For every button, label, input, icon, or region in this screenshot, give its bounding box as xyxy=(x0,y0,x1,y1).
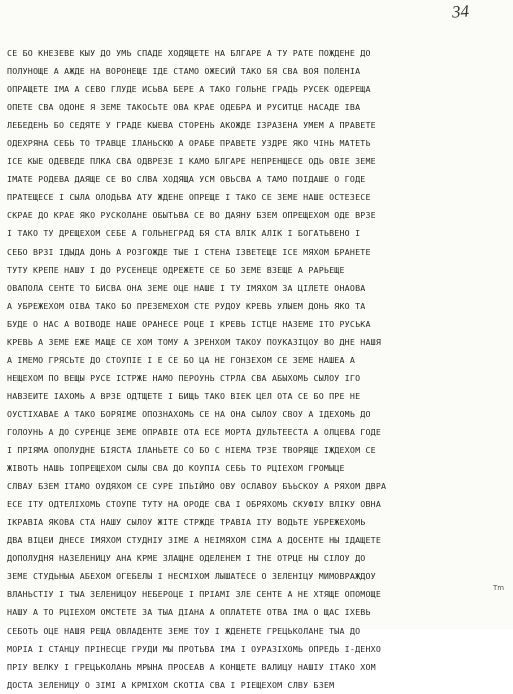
text-line: І ТАКО ТУ ДРЕЩЕХОМ СЕБЕ А ГОЛЬНЕГРАД БЯ СТА ВЛІК АЛІК І БОГАТЬВЕНО І xyxy=(7,228,361,239)
text-line: ПРАТЕЩЕСЕ І СЫЛА ОЛОДЬВА АТУ ЖДЕНЕ ОПРЕЩЕ І ТАКО СЕ ЗЕМЕ НАШЕ ОСТЕЗЕСЕ xyxy=(7,192,371,203)
text-line: НЕЩЕХОМ ПО ВЕЩЫ РУСЕ ІСТРЖЕ НАМО ПЕРОУНЬ СТРЛА СВА АБЫХОМЬ СЫЛОУ ІГО xyxy=(7,372,361,383)
page-number: 34 xyxy=(451,1,470,22)
text-line: ПРІУ ВЕЛКУ І ГРЕЦЬКОЛАНЬ МРЫНА ПРОСЕАВ А КОНЩЕТЕ ВАЛИЦУ НАШІУ ІТАКО ХОМ xyxy=(7,661,376,672)
text-line: СЕБОТЬ ОЦЕ НАШЯ РЕЩА ОВЛАДЕНТЕ ЗЕМЕ ТОУ І ЖДЕНЕТЕ ГРЕЦЬКОЛАНЕ ТЫА ДО xyxy=(7,625,361,636)
text-line: ПОЛУНОЩЕ А АЖДЕ НА ВОРОНЕЩЕ ІДЕ СТАМО ОЖЕСИЙ ТАКО БЯ СВА ВОЯ ПОЛЕНІА xyxy=(7,66,361,77)
text-line: ОУСТІХАВАЕ А ТАКО БОРЯІМЕ ОПОЗНАХОМЬ СЕ НА ОНА СЫЛОУ СВОУ А ІДЕХОМЬ ДО xyxy=(7,408,371,419)
text-line: ДОПОЛУДНЯ НАЗЕЛЕНИЦУ АНА КРМЕ ЗЛАЩНЕ ОДЕЛЕНЕМ І ТНЕ ОТРЦЕ НЫ СІЛОУ ДО xyxy=(7,553,366,564)
text-body xyxy=(7,44,507,694)
text-line: СЕБО ВРЗІ ІДЫДА ДОНЬ А РОЗГОЖДЕ ТЫЕ І СТЕНА ІЗВЕТЕЩЕ ІСЕ МЯХОМ БРАНЕТЕ xyxy=(7,246,371,257)
text-line: СЕ БО КНЕЗЕВЕ КЫУ ДО УМЬ СПАДЕ ХОДЯЩЕТЕ НА БЛГАРЕ А ТУ РАТЕ ПОЖДЕНЕ ДО xyxy=(7,48,371,58)
text-line: ЛЕБЕДЕНЬ БО СЕДЯТЕ У ГРАДЕ КЫЕВА СТОРЕНЬ АКОЖДЕ ІЗРАЗЕНА УМЕМ А ПРАВЕТЕ xyxy=(7,120,376,131)
text-line: А ІМЕМО ГРЯСЬТЕ ДО СТОУПІЕ І Е СЕ БО ЦА НЕ ГОНЗЕХОМ СЕ ЗЕМЕ НАШЕА А xyxy=(7,354,356,365)
text-line: НАВЗЕИТЕ ІАХОМЬ А ВРЗЕ ОДТЩЕТЕ І БИЩЬ ТАКО ВІЕК ЦЕЛ ОТА СЕ БО ПРЕ НЕ xyxy=(7,390,361,401)
text-line: ВЛАНЬСТІУ І ТЫА ЗЕЛЕНИЦОУ НЕБЕРОЦЕ І ПРІАМІ ЗЛЕ СЕНТЕ А НЕ ХТЯЩЕ ОПОМОЩЕ xyxy=(7,589,382,600)
text-line: ДОСТА ЗЕЛЕНИЦУ О ЗІМІ А КРМІХОМ СКОТІА СВА І РІЕЩЕХОМ СЛВУ БЗЕМ xyxy=(7,679,335,690)
text-line: ЕСЕ ІТУ ОДТЕЛІХОМЬ СТОУПЕ ТУТУ НА ОРОДЕ СВА І ОБРЯХОМЬ СКУФІУ ВЛІКУ ОВНА xyxy=(7,499,382,510)
margin-mark: Tm xyxy=(493,584,505,592)
text-line: ТУТУ КРЕПЕ НАШУ І ДО РУСЕНЕЦЕ ОДРЕЖЕТЕ СЕ БО ЗЕМЕ ВЗЕЩЕ А РАРЬЕЩЕ xyxy=(7,264,345,275)
text-line: БУДЕ О НАС А ВОІВОДЕ НАШЕ ОРАНЕСЕ РОЦЕ І КРЕВЬ ІСТЦЕ НАЗЕМЕ ІТО РУСЬКА xyxy=(7,318,371,329)
text-line: КРЕВЬ А ЗЕМЕ ЕЖЕ МАЩЕ СЕ ХОМ ТОМУ А ЗРЕНХОМ ТАКОУ ПОУКАЗІЦОУ ВО ДНЕ НАШЯ xyxy=(7,336,382,347)
text-line: ОВАПОЛА СЕНТЕ ТО БИСВА ОНА ЗЕМЕ ОЦЕ НАШЕ І ТУ ІМЯХОМ ЗА ЦІЛЕТЕ ОНАОВА xyxy=(7,282,366,293)
text-line: ОПЕТЕ СВА ОДОНЕ Я ЗЕМЕ ТАКОСЬТЕ ОВА КРАЕ ОДЕБРА И РУСИТЦЕ НАСАДЕ ІВА xyxy=(7,102,361,113)
text-line: ДВА ВІЦЕИ ДНЕСЕ ІМЯХОМ СТУДНІУ ЗІМЕ А НЕІМЯХОМ СІМА А ДОСЕНТЕ НЫ ІДАЩЕТЕ xyxy=(7,535,382,546)
text-line: ЗЕМЕ СТУДЬНЫА АБЕХОМ ОГЕБЕЛЫ І НЕСМІХОМ ЛЫШАТЕСЕ О ЗЕЛЕНІЦУ МИМОВРАЖДОУ xyxy=(7,571,376,582)
text-line: СКРАЕ ДО КРАЕ ЯКО РУСКОЛАНЕ ОБЫТЬВА СЕ ВО ДАЯНУ БЗЕМ ОПРЕЩЕХОМ ОДЕ ВРЗЕ xyxy=(7,210,376,221)
text-line: ІСЕ КЫЕ ОДЕВЕДЕ ПЛКА СВА ОДВРЕЗЕ І КАМО БЛГАРЕ НЕПРЕНЩЕСЕ ОДЬ ОВІЕ ЗЕМЕ xyxy=(7,156,376,167)
text-line: ІМАТЕ РОДЕВА ДАЯЩЕ СЕ ВО СЛВА ХОДЯЩА УСМ ОВЬСВА А ТАМО ПОІДАШЕ О ГОДЕ xyxy=(7,174,366,185)
text-line: МОРІА І СТАНЦУ ПРІНЕСЦЕ ГРУДИ МЫ ПРОТЬВА ІМА І ОУРАЗІХОМЬ ОПРЕДЬ І-ДЕНХО xyxy=(7,643,382,654)
text-line: ІКРАВІА ЯКОВА СТА НАШУ СЫЛОУ ЖІТЕ СТРЖДЕ ТРАВІА ІТУ ВОДЬТЕ УБРЕЖЕХОМЬ xyxy=(7,517,366,528)
text-line: ОДЕХРЯНА СЕБЬ ТО ТРАВЦЕ ІЛАНЬСКЮ А ОРАБЕ ПРАВЕТЕ УЗДРЕ ЯКО ЧІНЬ МАТЕТЬ xyxy=(7,138,371,149)
text-line: А УБРЕЖЕХОМ ОІВА ТАКО БО ПРЕЗЕМЕХОМ СТЕ РУДОУ КРЕВЬ УЛЫЕМ ДОНЬ ЯКО ТА xyxy=(7,300,366,311)
text-line: І ПРІЯМА ОПОЛУДНЕ БІЯСТА ІЛАНЬЕТЕ СО БО С НІЕМА ТРЗЕ ТВОРЯЩЕ ІЖДЕХОМ СЕ xyxy=(7,445,376,456)
text-line: ГОЛОУНЬ А ДО СУРЕНЦЕ ЗЕМЕ ОПРАВІЕ ОТА ЕСЕ МОРТА ДУЛЬТЕЕСТА А ОЛЦЕВА ГОДЕ xyxy=(7,426,382,437)
text-line: ОПРАЩЕТЕ ІМА А СЕВО ГЛУДЕ ИСЬВА БЕРЕ А ТАКО ГОЛЬНЕ ГРАДЬ РУСЕК ОДЕРЕЩА xyxy=(7,84,371,95)
text-line: НАШУ А ТО РЦІЕХОМ ОМСТЕТЕ ЗА ТЫА ДІАНА А ОПЛАТЕТЕ ОТВА ІМА О ЩАС ІХЕВЬ xyxy=(7,607,371,618)
text-line: СЛВАУ БЗЕМ ІТАМО ОУДЯХОМ СЕ СУРЕ ІПЬІЙМО ОВУ ОСЛАВОУ БЪЬСКОУ А РЯХОМ ДВРА xyxy=(7,481,387,492)
text-line: ЖІВОТЬ НАШЬ ІОПРЕЩЕХОМ СЫЛЫ СВА ДО КОУПІА СЕБЬ ТО РЦІЕХОМ ГРОМЫЦЕ xyxy=(7,463,345,474)
